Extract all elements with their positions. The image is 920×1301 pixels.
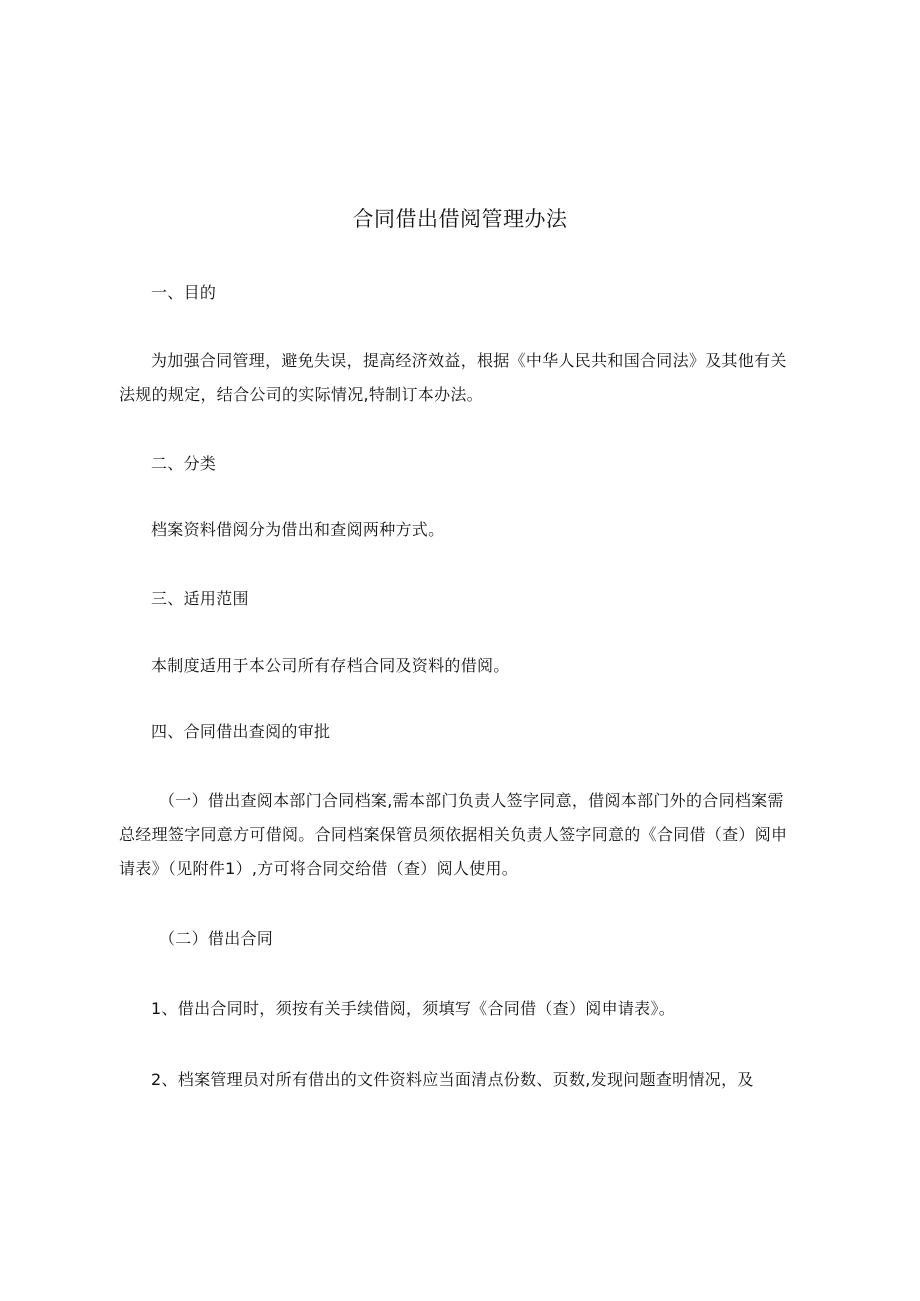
subsection-heading-lending: （二）借出合同 <box>159 929 274 948</box>
paragraph-line: （一）借出查阅本部门合同档案,需本部门负责人签字同意，借阅本部门外的合同档案需 <box>159 791 784 810</box>
paragraph-line: 总经理签字同意方可借阅。合同档案保管员须依据相关负责人签字同意的《合同借（查）阅申 <box>119 825 788 844</box>
paragraph-line: 为加强合同管理，避免失误，提高经济效益，根据《中华人民共和国合同法》及其他有关 <box>151 351 787 370</box>
list-item: 2、档案管理员对所有借出的文件资料应当面清点份数、页数,发现问题查明情况，及 <box>151 1070 754 1089</box>
section-heading-approval: 四、合同借出查阅的审批 <box>151 722 331 741</box>
section-heading-purpose: 一、目的 <box>151 283 217 302</box>
paragraph-line: 法规的规定，结合公司的实际情况,特制订本办法。 <box>119 385 483 404</box>
section-body-scope: 本制度适用于本公司所有存档合同及资料的借阅。 <box>151 656 510 675</box>
section-body-purpose <box>119 344 809 412</box>
section-heading-category: 二、分类 <box>151 454 217 473</box>
section-body-category: 档案资料借阅分为借出和查阅两种方式。 <box>151 520 445 539</box>
document-title: 合同借出借阅管理办法 <box>352 207 568 231</box>
list-item: 1、借出合同时，须按有关手续借阅，须填写《合同借（查）阅申请表》。 <box>151 999 676 1018</box>
section-heading-scope: 三、适用范围 <box>151 589 249 608</box>
section-body-approval <box>119 784 809 886</box>
paragraph-line: 请表》（见附件1）,方可将合同交给借（查）阅人使用。 <box>119 859 519 878</box>
